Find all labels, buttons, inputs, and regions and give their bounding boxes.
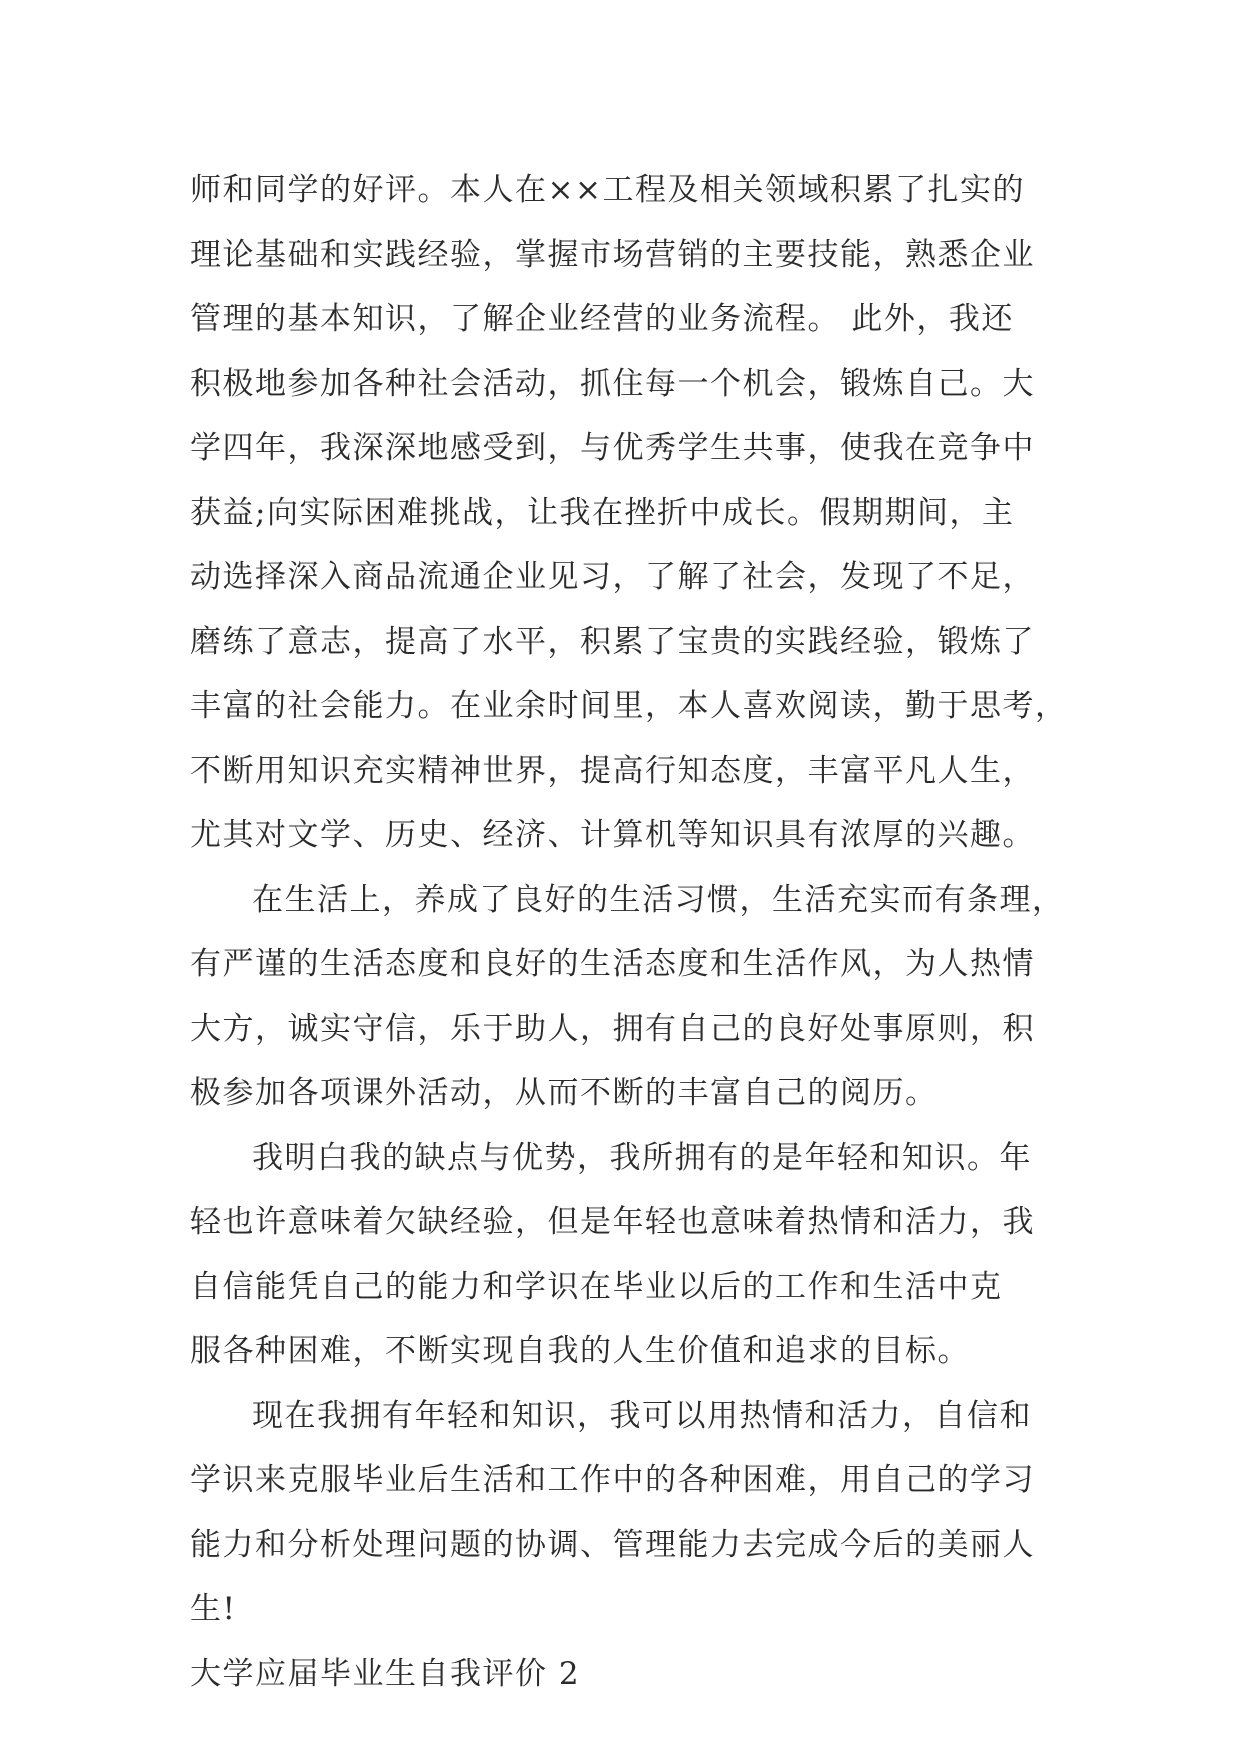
text-line: 轻也许意味着欠缺经验，但是年轻也意味着热情和活力，我: [190, 1204, 1035, 1240]
text-line: 师和同学的好评。本人在××工程及相关领域积累了扎实的: [190, 172, 1025, 208]
text-line: 理论基础和实践经验，掌握市场营销的主要技能，熟悉企业: [190, 236, 1035, 273]
text-line: 有严谨的生活态度和良好的生活态度和生活作风，为人热情: [190, 946, 1035, 982]
text-line: 能力和分析处理问题的协调、管理能力去完成今后的美丽人: [190, 1526, 1035, 1563]
text-line: 尤其对文学、历史、经济、计算机等知识具有浓厚的兴趣。: [190, 817, 1035, 853]
text-line: 现在我拥有年轻和知识，我可以用热情和活力，自信和: [252, 1397, 1032, 1434]
section-heading: 大学应届毕业生自我评价 2: [190, 1655, 581, 1692]
text-line: 学四年，我深深地感受到，与优秀学生共事，使我在竞争中: [190, 430, 1035, 466]
text-line: 不断用知识充实精神世界，提高行知态度，丰富平凡人生，: [190, 752, 1035, 789]
text-line: 自信能凭自己的能力和学识在毕业以后的工作和生活中克: [190, 1268, 1003, 1305]
paragraph-1: [190, 158, 1070, 868]
text-line: 磨练了意志，提高了水平，积累了宝贵的实践经验，锻炼了: [190, 623, 1035, 660]
text-line: 生!: [190, 1591, 237, 1627]
text-line: 积极地参加各种社会活动，抓住每一个机会，锻炼自己。大: [190, 365, 1035, 402]
text-line: 服各种困难，不断实现自我的人生价值和追求的目标。: [190, 1333, 970, 1369]
paragraph-4: [190, 1384, 1070, 1642]
document-body: [190, 158, 1070, 1706]
paragraph-2: [190, 868, 1070, 1126]
paragraph-3: [190, 1126, 1070, 1384]
text-line: 丰富的社会能力。在业余时间里，本人喜欢阅读，勤于思考，: [190, 688, 1068, 724]
text-line: 在生活上，养成了良好的生活习惯，生活充实而有条理，: [252, 881, 1065, 918]
text-line: 动选择深入商品流通企业见习，了解了社会，发现了不足，: [190, 559, 1035, 595]
text-line: 获益;向实际困难挑战，让我在挫折中成长。假期期间，主: [190, 494, 1015, 531]
text-line: 学识来克服毕业后生活和工作中的各种困难，用自己的学习: [190, 1462, 1035, 1498]
text-line: 管理的基本知识，了解企业经营的业务流程。 此外，我还: [190, 301, 1014, 337]
text-line: 大方，诚实守信，乐于助人，拥有自己的良好处事原则，积: [190, 1010, 1035, 1047]
text-line: 极参加各项课外活动，从而不断的丰富自己的阅历。: [190, 1075, 938, 1111]
text-line: 我明白我的缺点与优势，我所拥有的是年轻和知识。年: [252, 1139, 1032, 1176]
